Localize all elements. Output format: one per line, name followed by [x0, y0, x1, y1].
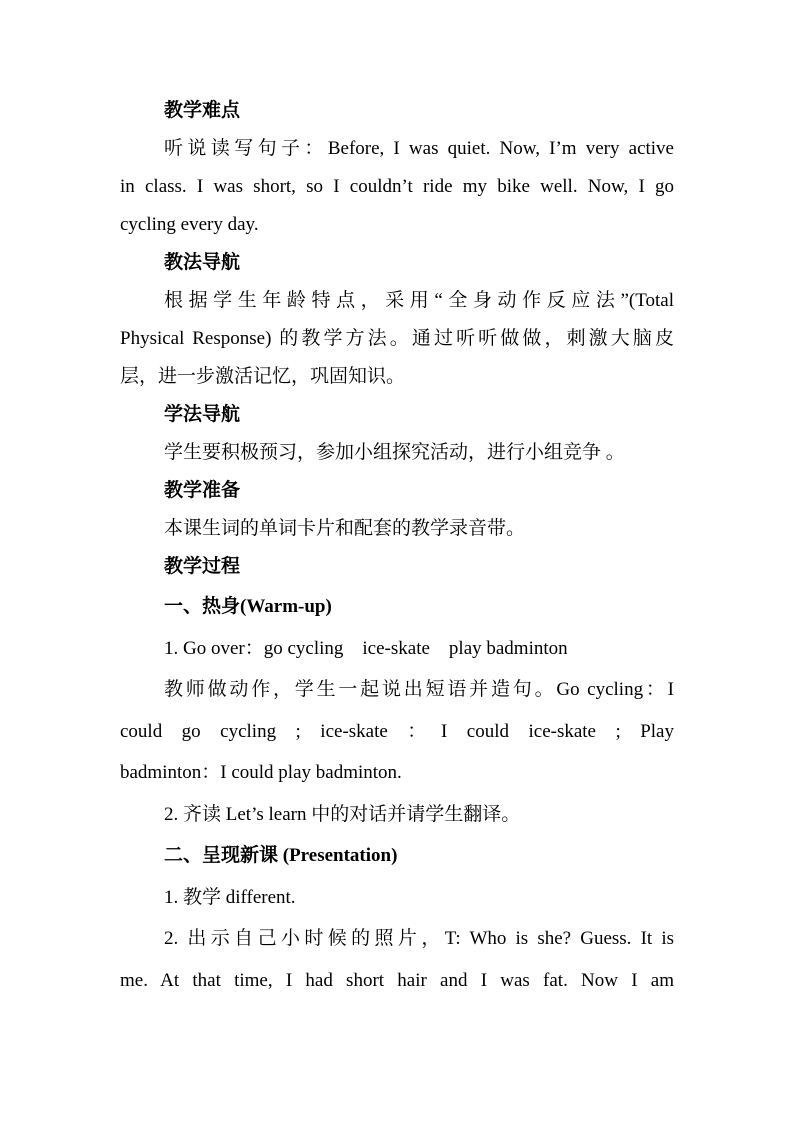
go-over-line: 1. Go over：go cycling ice-skate play badminton [164, 637, 568, 659]
paragraph-line: 学生要积极预习，参加小组探究活动，进行小组竞争 。 [164, 442, 625, 463]
paragraph-line: 1. 教学 different. [164, 886, 296, 908]
paragraph-line: badminton：I could play badminton. [120, 762, 402, 783]
heading-teaching-process: 教学过程 [164, 556, 241, 577]
paragraph-line: Physical Response) 的教学方法。通过听听做做，刺激大脑皮 [120, 328, 674, 349]
paragraph-line: me. At that time, I had short hair and I was fat. Now I am [120, 969, 674, 991]
paragraph-line: 教师做动作，学生一起说出短语并造句。Go cycling：I [164, 679, 674, 700]
paragraph-line [120, 628, 674, 670]
heading-teaching-method: 教法导航 [164, 252, 241, 273]
paragraph-line: could go cycling ; ice-skate ：I could ice-skate ; Play [120, 720, 674, 742]
paragraph-line: 2. 齐读 Let’s learn 中的对话并请学生翻译。 [164, 803, 521, 825]
document-body [120, 92, 674, 1001]
heading-learning-method: 学法导航 [164, 404, 241, 425]
paragraph-line: 层，进一步激活记忆，巩固知识。 [120, 366, 406, 387]
heading-teaching-difficulties: 教学难点 [164, 100, 241, 121]
paragraph-line: cycling every day. [120, 214, 259, 235]
paragraph-line: 根据学生年龄特点，采用“全身动作反应法”(Total [164, 290, 674, 311]
heading-warm-up: 一、热身(Warm-up) [164, 596, 332, 617]
paragraph-line: in class. I was short, so I couldn’t ride my bike well. Now, I go [120, 176, 674, 197]
heading-presentation: 二、呈现新课 (Presentation) [164, 845, 398, 866]
paragraph-line: 听说读写句子：Before, I was quiet. Now, I’m very active [164, 138, 674, 159]
heading-teaching-preparation: 教学准备 [164, 480, 241, 501]
paragraph-line: 本课生词的单词卡片和配套的教学录音带。 [164, 518, 526, 539]
paragraph-line: 2. 出示自己小时候的照片，T: Who is she? Guess. It is [164, 928, 674, 949]
